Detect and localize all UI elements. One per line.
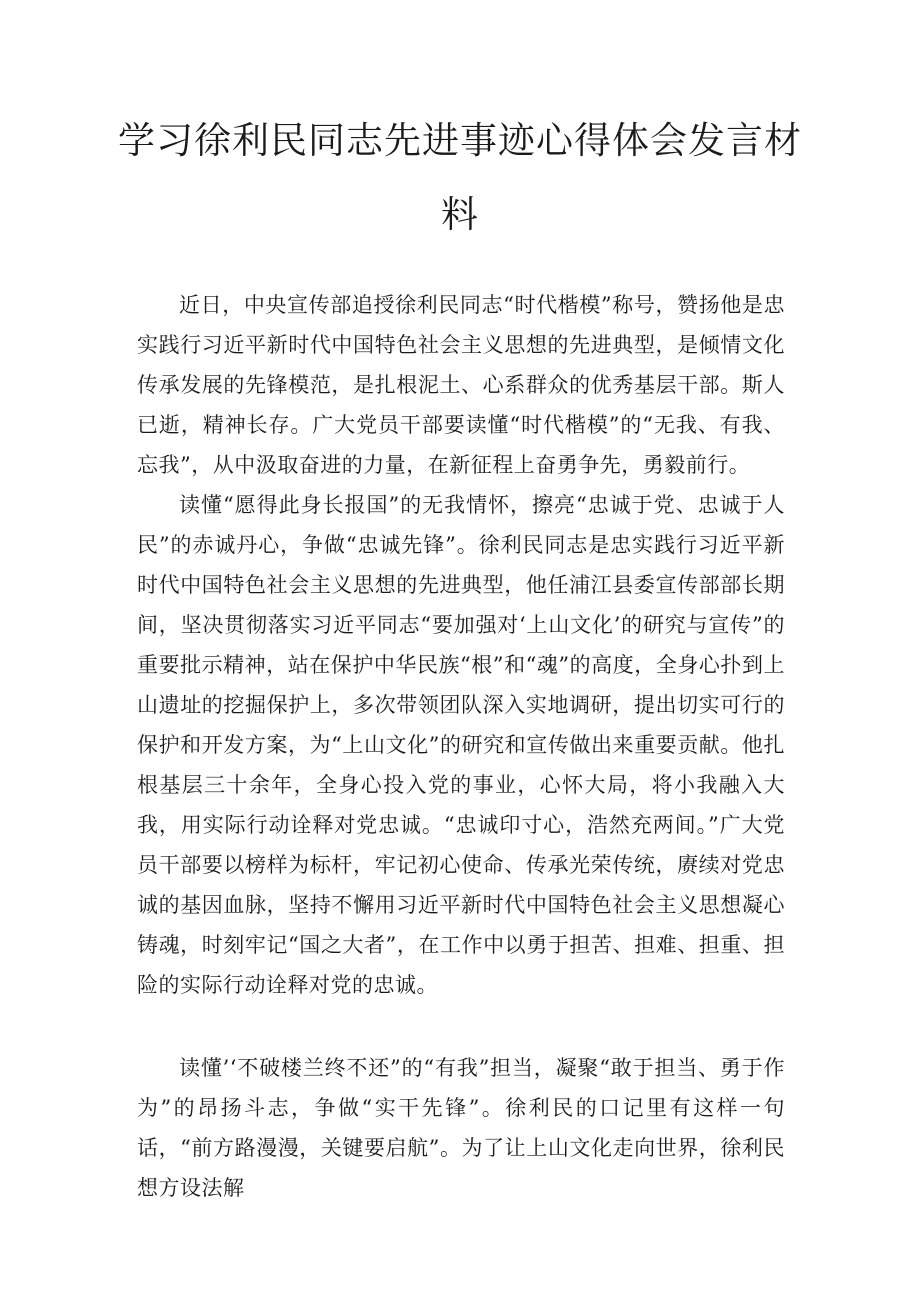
paragraph-2: 读懂“愿得此身长报国”的无我情怀，擦亮“忠诚于党、忠诚于人民”的赤诚丹心，争做“忠诚先锋”。徐利民同志是忠实践行习近平新时代中国特色社会主义思想的先进典型，他任浦江县委宣传部部长期间，坚决贯彻落实习近平同志“要加强对‘上山文化’的研究与宣传”的重要批示精神，站在保护中华民族“根”和“魂”的高度，全身心扑到上山遗址的挖掘保护上，多次带领团队深入实地调研，提出切实可行的保护和开发方案，为“上山文化”的研究和宣传做出来重要贡献。他扎根基层三十余年，全身心投入党的事业，心怀大局，将小我融入大我，用实际行动诠释对党忠诚。“忠诚印寸心，浩然充两间。”广大党员干部要以榜样为标杆，牢记初心使命、传承光荣传统，赓续对党忠诚的基因血脉，坚持不懈用习近平新时代中国特色社会主义思想凝心铸魂，时刻牢记“国之大者”，在工作中以勇于担苦、担难、担重、担险的实际行动诠释对党的忠诚。	[137, 493, 785, 997]
title-line-2: 料	[441, 193, 479, 236]
document-title	[0, 104, 920, 252]
document-body	[137, 285, 785, 1208]
paragraph-1: 近日，中央宣传部追授徐利民同志“时代楷模”称号，赞扬他是忠实践行习近平新时代中国特色社会主义思想的先进典型，是倾情文化传承发展的先锋模范，是扎根泥土、心系群众的优秀基层干部。斯人已逝，精神长存。广大党员干部要读懂“时代楷模”的“无我、有我、忘我”，从中汲取奋进的力量，在新征程上奋勇争先，勇毅前行。	[137, 293, 785, 477]
title-line-1: 学习徐利民同志先进事迹心得体会发言材	[118, 119, 802, 162]
paragraph-3: 读懂’‘不破楼兰终不还”的“有我”担当，凝聚“敢于担当、勇于作为”的昂扬斗志，争做“实干先锋”。徐利民的口记里有这样一句话，“前方路漫漫，关键要启航”。为了让上山文化走向世界，徐利民想方设法解	[137, 1056, 785, 1200]
